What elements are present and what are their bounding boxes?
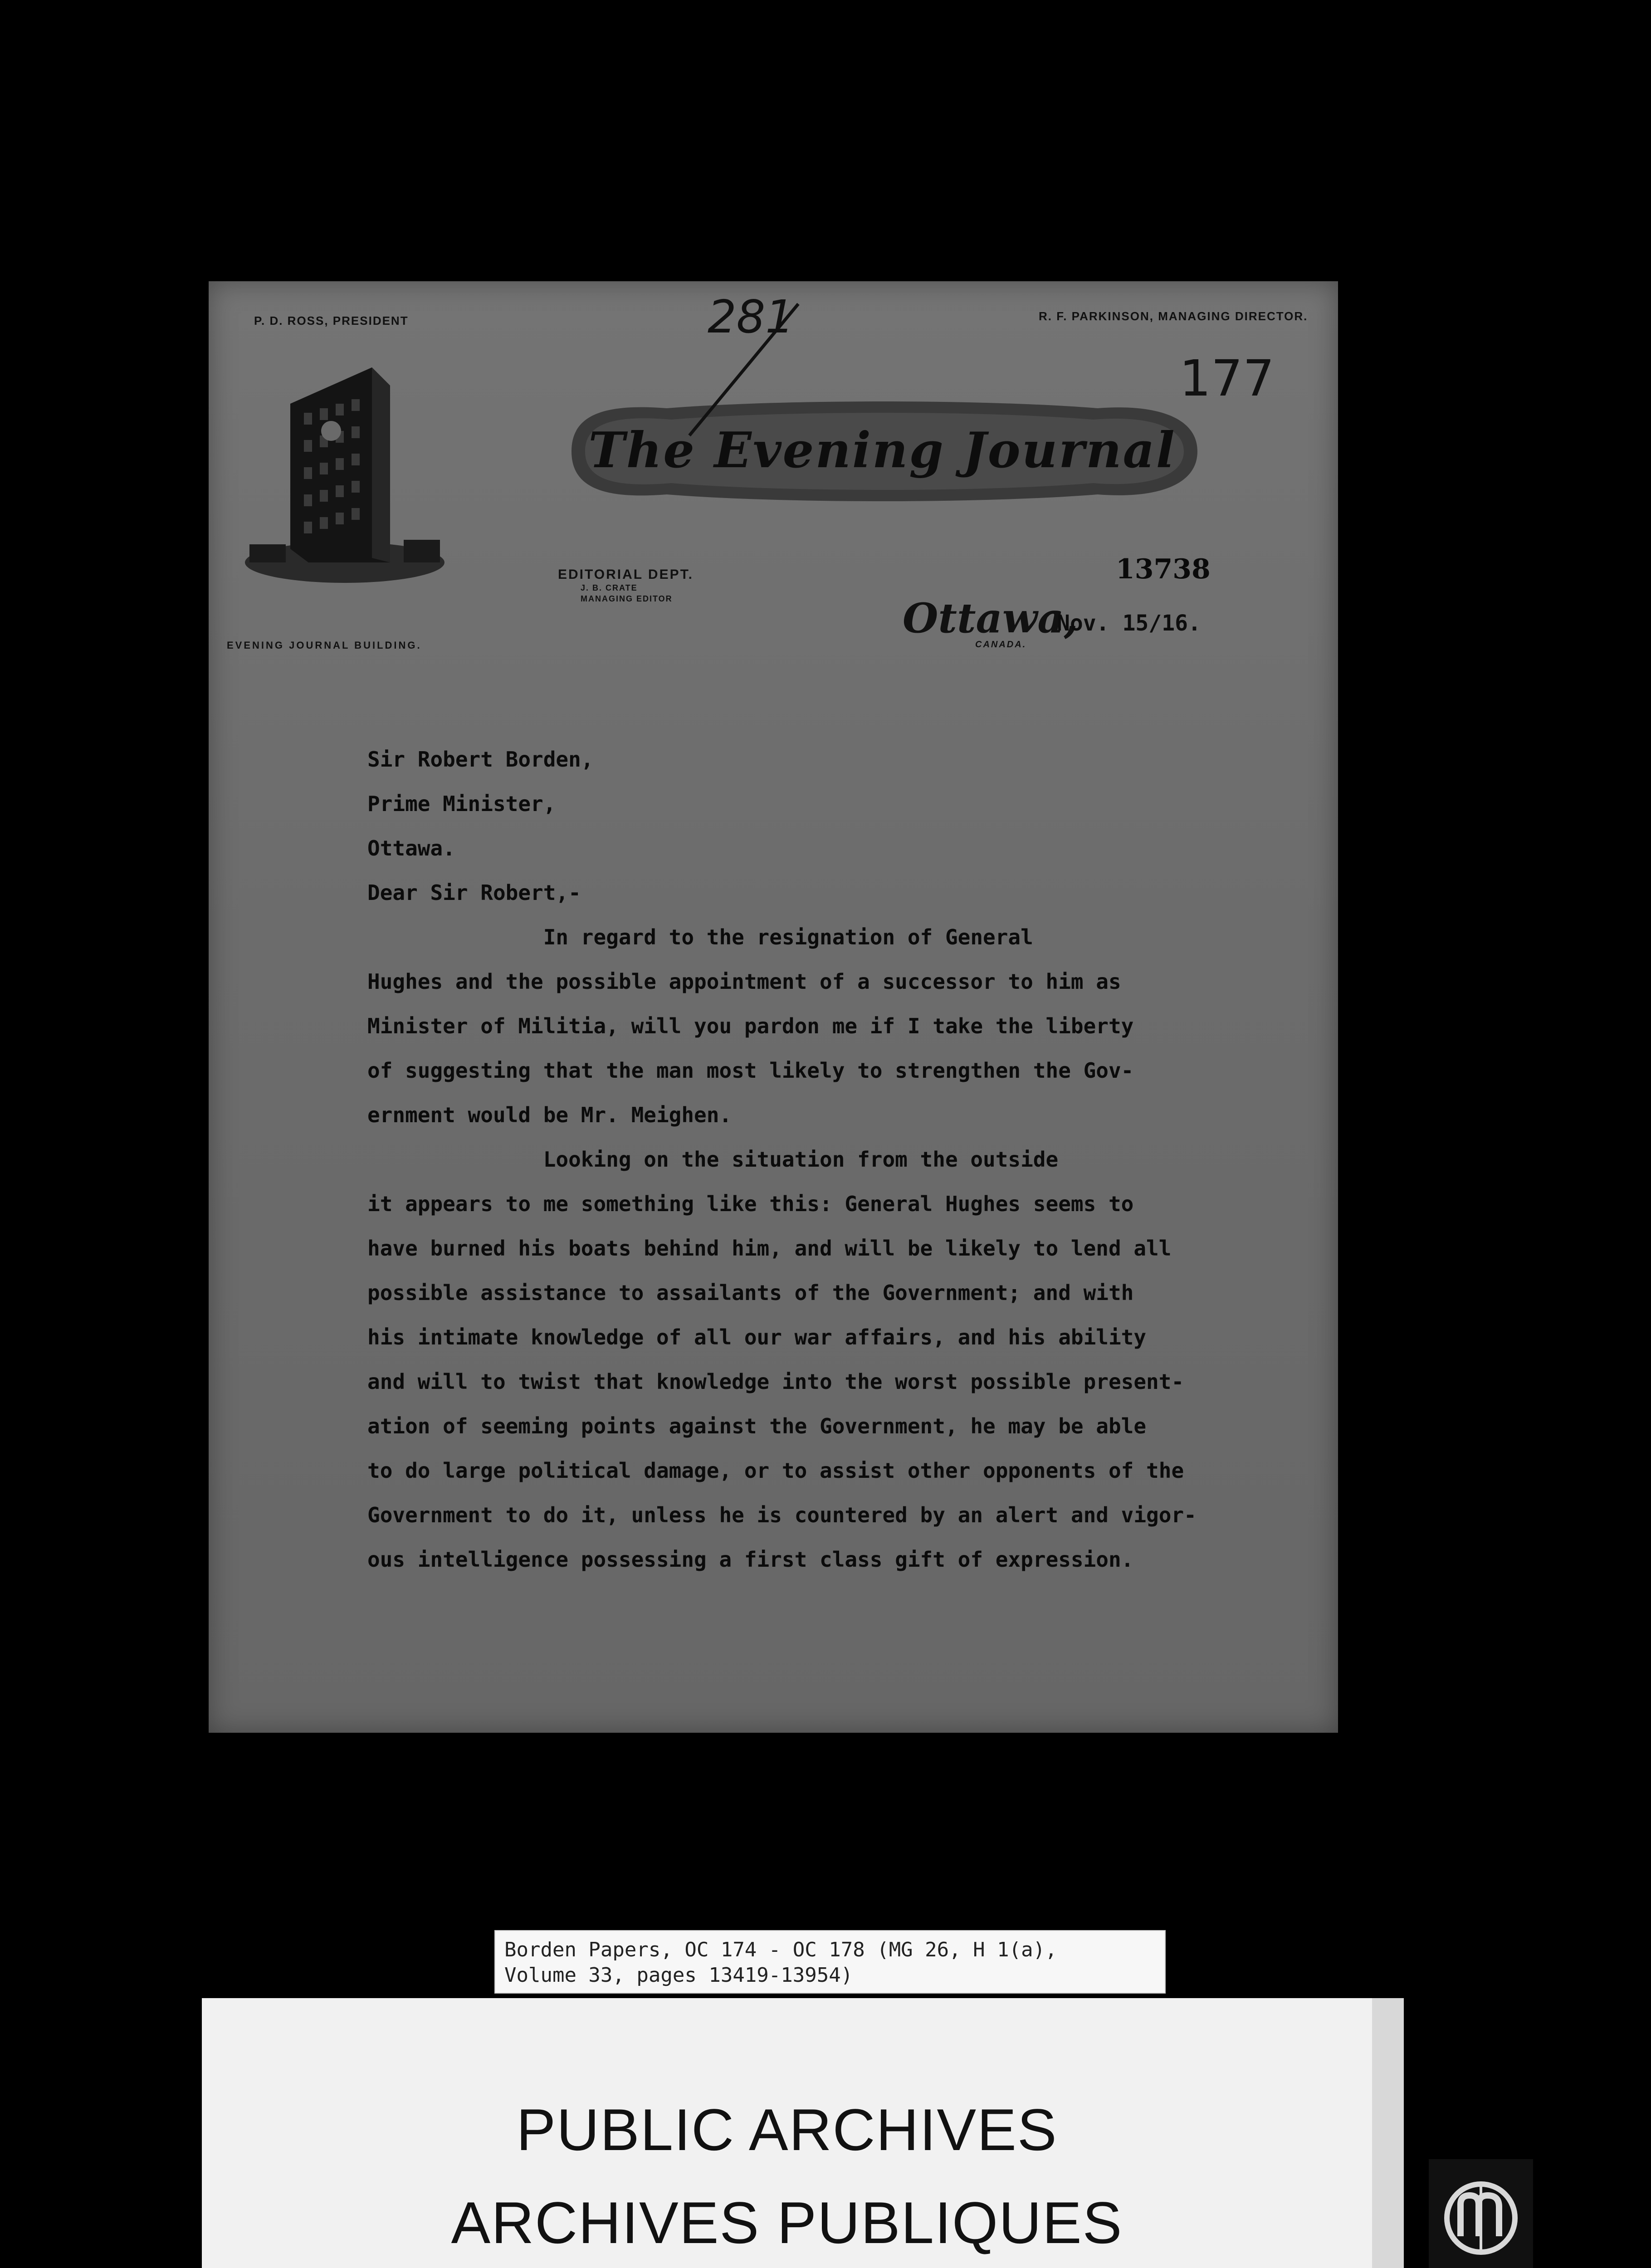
body-line: ation of seeming points against the Government, he may be able [367, 1414, 1147, 1438]
archive-card [202, 1998, 1404, 2268]
body-line: Minister of Militia, will you pardon me if I take the liberty [367, 1014, 1134, 1038]
body-line: Prime Minister, [367, 792, 556, 816]
body-line: possible assistance to assailants of the Government; and with [367, 1281, 1134, 1305]
body-line: Looking on the situation from the outside [367, 1147, 1059, 1172]
country-label: CANADA. [975, 640, 1027, 650]
archive-title-fr: ARCHIVES PUBLIQUES [451, 2190, 1123, 2256]
body-line: have burned his boats behind him, and will be likely to lend all [367, 1236, 1172, 1261]
body-line: Sir Robert Borden, [367, 747, 594, 772]
body-line: his intimate knowledge of all our war affairs, and his ability [367, 1325, 1147, 1349]
building-illustration [240, 349, 449, 585]
body-line: ernment would be Mr. Meighen. [367, 1103, 732, 1127]
body-line: and will to twist that knowledge into the worst possible present- [367, 1369, 1184, 1394]
handwritten-page-number: 177 [1179, 349, 1275, 407]
managing-director-label: R. F. PARKINSON, MANAGING DIRECTOR. [1039, 309, 1308, 323]
body-line: Government to do it, unless he is countered by an alert and vigor- [367, 1503, 1197, 1527]
body-line: ous intelligence possessing a first class gift of expression. [367, 1547, 1134, 1572]
body-line: Ottawa. [367, 836, 455, 860]
letter-date: Nov. 15/16. [1057, 611, 1201, 636]
reference-slip [494, 1930, 1166, 1994]
letter-body [367, 737, 1343, 1582]
archive-title-en: PUBLIC ARCHIVES [516, 2097, 1058, 2163]
letter-page [209, 281, 1338, 1733]
slip-line-1: Borden Papers, OC 174 - OC 178 (MG 26, H 1(a), [504, 1938, 1057, 1961]
editorial-dept-label: EDITORIAL DEPT. [558, 567, 694, 582]
editor-title: MANAGING EDITOR [581, 594, 673, 603]
body-line: Dear Sir Robert,- [367, 880, 581, 905]
archive-logo-icon [1429, 2159, 1533, 2268]
body-line: to do large political damage, or to assist other opponents of the [367, 1458, 1184, 1483]
handwritten-number-top: 281 [708, 290, 794, 343]
body-line: of suggesting that the man most likely to strengthen the Gov- [367, 1058, 1134, 1083]
slip-line-2: Volume 33, pages 13419-13954) [504, 1964, 853, 1987]
body-line: Hughes and the possible appointment of a successor to him as [367, 969, 1121, 994]
stamp-number: 13738 [1116, 553, 1211, 585]
building-caption: EVENING JOURNAL BUILDING. [227, 640, 422, 651]
body-line: it appears to me something like this: General Hughes seems to [367, 1192, 1134, 1216]
city-script: Ottawa, [903, 594, 1078, 642]
president-label: P. D. ROSS, PRESIDENT [254, 314, 409, 327]
masthead-title: The Evening Journal [588, 422, 1176, 479]
editor-name: J. B. CRATE [581, 583, 638, 592]
body-line: In regard to the resignation of General [367, 925, 1033, 949]
